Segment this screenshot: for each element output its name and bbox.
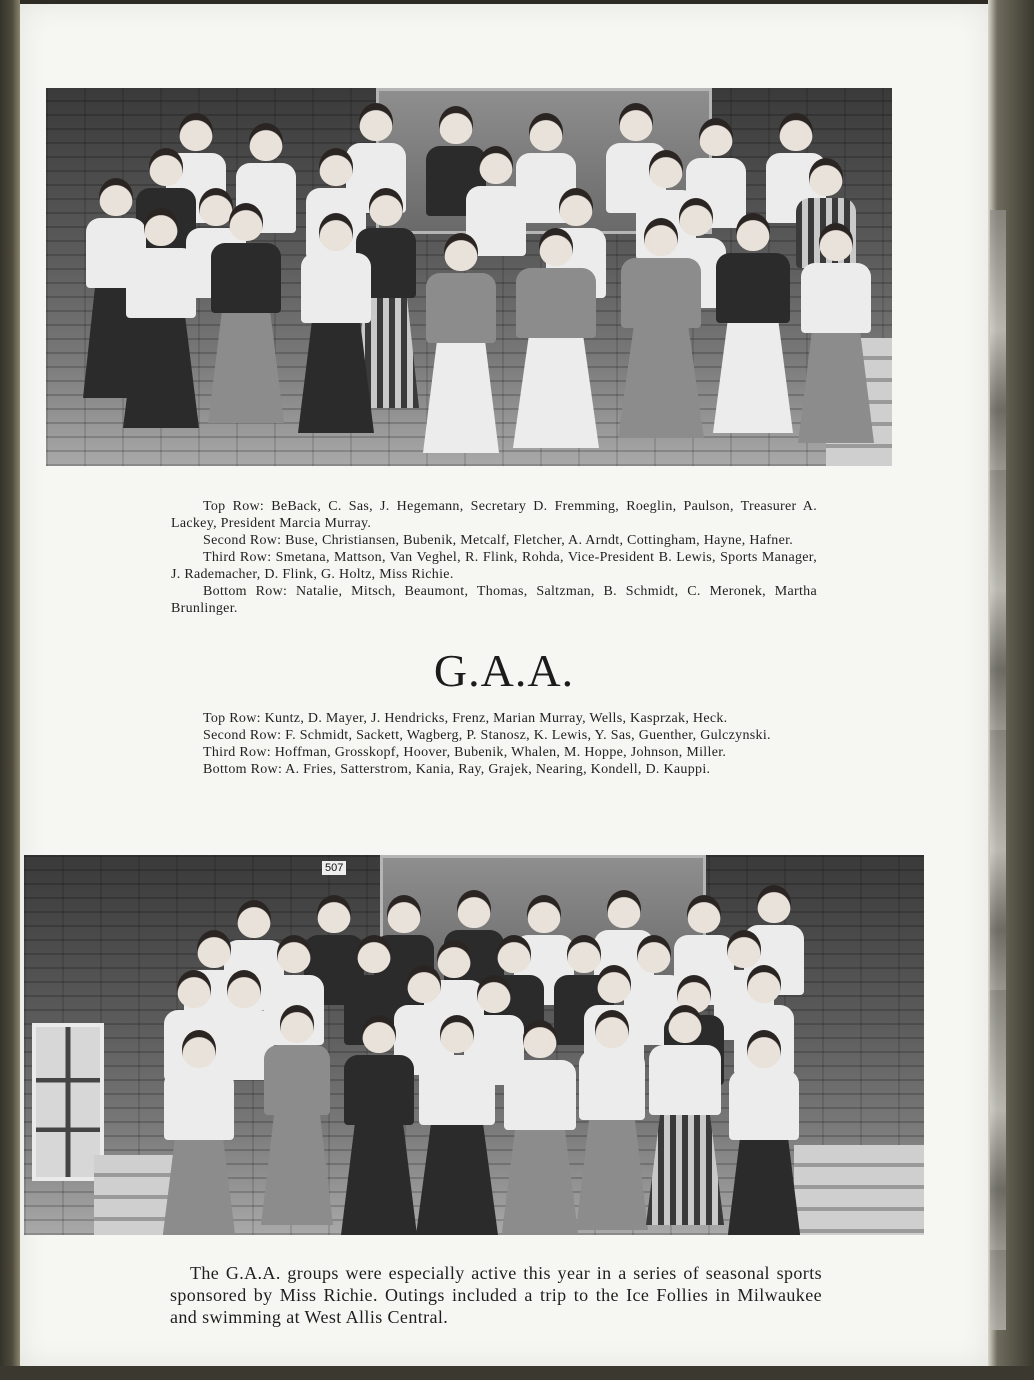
caption-row-third: Third Row: Hoffman, Grosskopf, Hoover, Bubenik, Whalen, M. Hoppe, Johnson, Miller.: [203, 745, 727, 760]
caption-row-top: Top Row: BeBack, C. Sas, J. Hegemann, Secretary D. Fremming, Roeglin, Paulson, Treasurer A. Lackey, President Marcia Murray.: [171, 499, 817, 531]
yearbook-page: [20, 4, 988, 1366]
student-figure: [579, 1010, 645, 1230]
caption-row-second: Second Row: Buse, Christiansen, Bubenik, Metcalf, Fletcher, A. Arndt, Cottingham, Hayne, Hafner.: [203, 533, 794, 548]
student-figure: [801, 223, 871, 443]
student-figure: [164, 1030, 234, 1235]
caption-row-bottom: Bottom Row: Natalie, Mitsch, Beaumont, Thomas, Saltzman, B. Schmidt, C. Meronek, Martha Brunlinger.: [171, 584, 817, 616]
closing-paragraph: [170, 1262, 822, 1328]
student-figure: [301, 213, 371, 433]
student-figure: [649, 1005, 721, 1225]
door-number-sign: 507: [322, 861, 346, 875]
caption-row-second: Second Row: F. Schmidt, Sackett, Wagberg, P. Stanosz, K. Lewis, Y. Sas, Guenther, Gulczynski.: [203, 728, 771, 743]
book-binding-left: [0, 0, 20, 1380]
student-figure: [729, 1030, 799, 1235]
student-figure: [621, 218, 701, 438]
student-figure: [211, 203, 281, 423]
student-figure: [264, 1005, 330, 1225]
student-figure: [504, 1020, 576, 1235]
page-title: G.A.A.: [433, 645, 575, 696]
student-figure: [426, 233, 496, 453]
top-group-photo: [46, 88, 892, 466]
bottom-group-photo: [24, 855, 924, 1235]
bottom-group-caption: [171, 710, 817, 778]
steps: [794, 1145, 924, 1235]
student-figure: [419, 1015, 495, 1235]
caption-row-bottom: Bottom Row: A. Fries, Satterstrom, Kania, Ray, Grajek, Nearing, Kondell, D. Kauppi.: [203, 762, 711, 777]
student-figure: [126, 208, 196, 428]
top-group-caption: [171, 498, 817, 617]
student-figure: [344, 1015, 414, 1235]
student-figure: [516, 228, 596, 448]
closing-paragraph-text: The G.A.A. groups were especially active this year in a series of seasonal sports sponsored by Miss Richie. Outings included a trip to the Ice Follies in Milwaukee and swimming at West Allis Central.: [170, 1263, 822, 1327]
caption-row-third: Third Row: Smetana, Mattson, Van Veghel, R. Flink, Rohda, Vice-President B. Lewis, Sports Manager, J. Rademacher, D. Flink, G. Holtz, Miss Richie.: [171, 550, 817, 582]
student-figure: [716, 213, 790, 433]
page-edge-strip: [990, 210, 1006, 1330]
book-bottom-edge: [0, 1366, 1034, 1380]
caption-row-top: Top Row: Kuntz, D. Mayer, J. Hendricks, Frenz, Marian Murray, Wells, Kasprzak, Heck.: [203, 711, 728, 726]
